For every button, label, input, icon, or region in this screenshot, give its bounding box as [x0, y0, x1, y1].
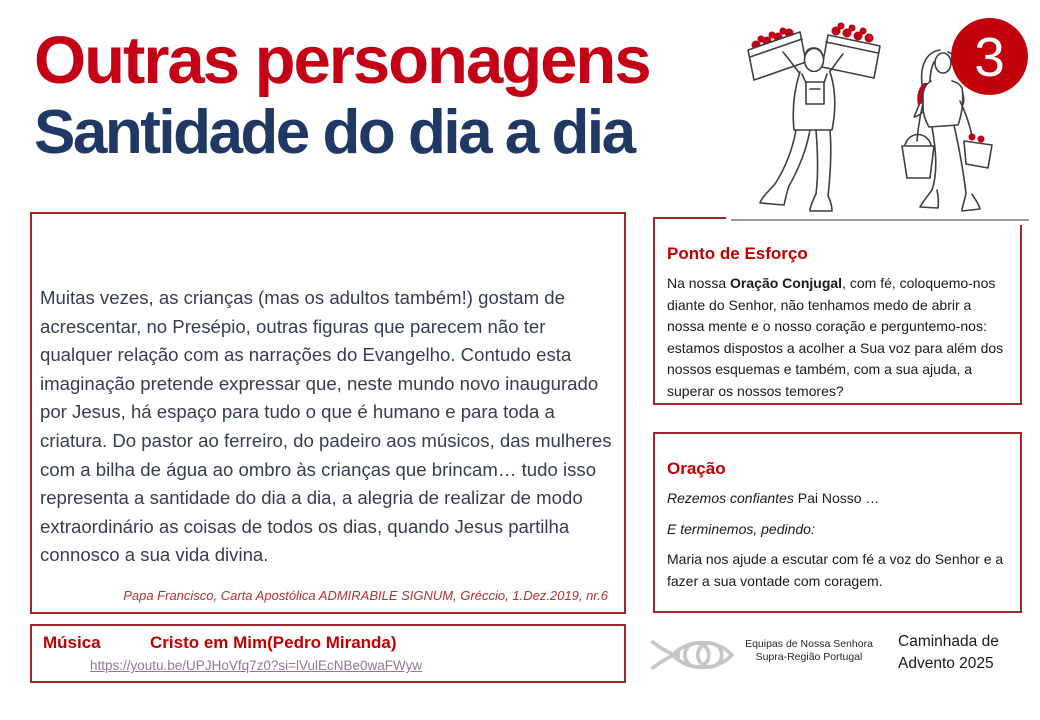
man-figure — [748, 23, 880, 212]
page-subtitle: Santidade do dia a dia — [34, 97, 634, 167]
oracao-heading: Oração — [667, 459, 726, 478]
ponto-text-bold: Oração Conjugal — [730, 275, 843, 291]
main-quote-text: Muitas vezes, as crianças (mas os adultos também!) gostam de acrescentar, no Presépio, outras figuras que parecem não ter qualquer relação com as narrações do Evangelho. Contudo esta imaginação pretende expressar que, neste mundo novo inaugurado por Jesus, há espaço para tudo o que é humano e para toda a criatura. Do pastor ao ferreiro, do padeiro aos músicos, das mulheres com a bilha de água ao ombro às crianças que brincam… tudo isso representa a santidade do dia a dia, a alegria de realizar de modo extraordinário as coisas de todos os dias, quando Jesus partilha connosco a sua vida divina. — [40, 287, 612, 566]
main-quote-box — [30, 212, 626, 614]
ponto-de-esforco-box — [653, 217, 1022, 405]
oracao-line1-italic: Rezemos confiantes — [667, 490, 794, 506]
musica-box — [30, 624, 626, 683]
oracao-line3: Maria nos ajude a escutar com fé a voz do Senhor e a fazer a sua vontade com coragem. — [667, 551, 1004, 589]
footer-org-line1: Equipas de Nossa Senhora — [745, 638, 873, 650]
footer-organization — [740, 638, 878, 664]
oracao-line1-regular: Pai Nosso … — [793, 490, 880, 506]
musica-song-title: Cristo em Mim(Pedro Miranda) — [150, 633, 397, 652]
page-title: Outras personagens — [34, 23, 650, 98]
ponto-text-after: , com fé, coloquemo-nos diante do Senhor, não tenhamos medo de abrir a nossa mente e o nosso coração e perguntemo-nos: estamos dispostos a acolher a Sua voz para além dos nossos esquemas e também, com a sua ajuda, a superar os nossos temores? — [667, 275, 1004, 399]
title-block — [34, 22, 694, 165]
oracao-line1 — [667, 488, 1007, 510]
quote-attribution: Papa Francisco, Carta Apostólica ADMIRABILE SIGNUM, Gréccio, 1.Dez.2019, nr.6 — [123, 588, 608, 603]
oracao-box — [653, 432, 1022, 613]
ponto-de-esforco-text — [667, 273, 1007, 402]
footer-campaign-line2: Advento 2025 — [898, 655, 994, 672]
musica-label: Música — [43, 633, 101, 652]
musica-youtube-link[interactable]: https://youtu.be/UPJHoVfq7z0?si=lVulEcNBe0waFWyw — [90, 658, 423, 673]
ponto-de-esforco-heading: Ponto de Esforço — [667, 244, 808, 263]
number-3-badge — [951, 18, 1028, 95]
badge-number: 3 — [974, 25, 1005, 88]
ens-fish-logo-icon — [648, 632, 742, 678]
oracao-line2: E terminemos, pedindo: — [667, 520, 815, 537]
oracao-text — [667, 488, 1007, 592]
footer-org-line2: Supra-Região Portugal — [755, 651, 863, 663]
footer-campaign — [898, 631, 999, 675]
footer-campaign-line1: Caminhada de — [898, 633, 999, 650]
ponto-text-before: Na nossa — [667, 275, 731, 291]
